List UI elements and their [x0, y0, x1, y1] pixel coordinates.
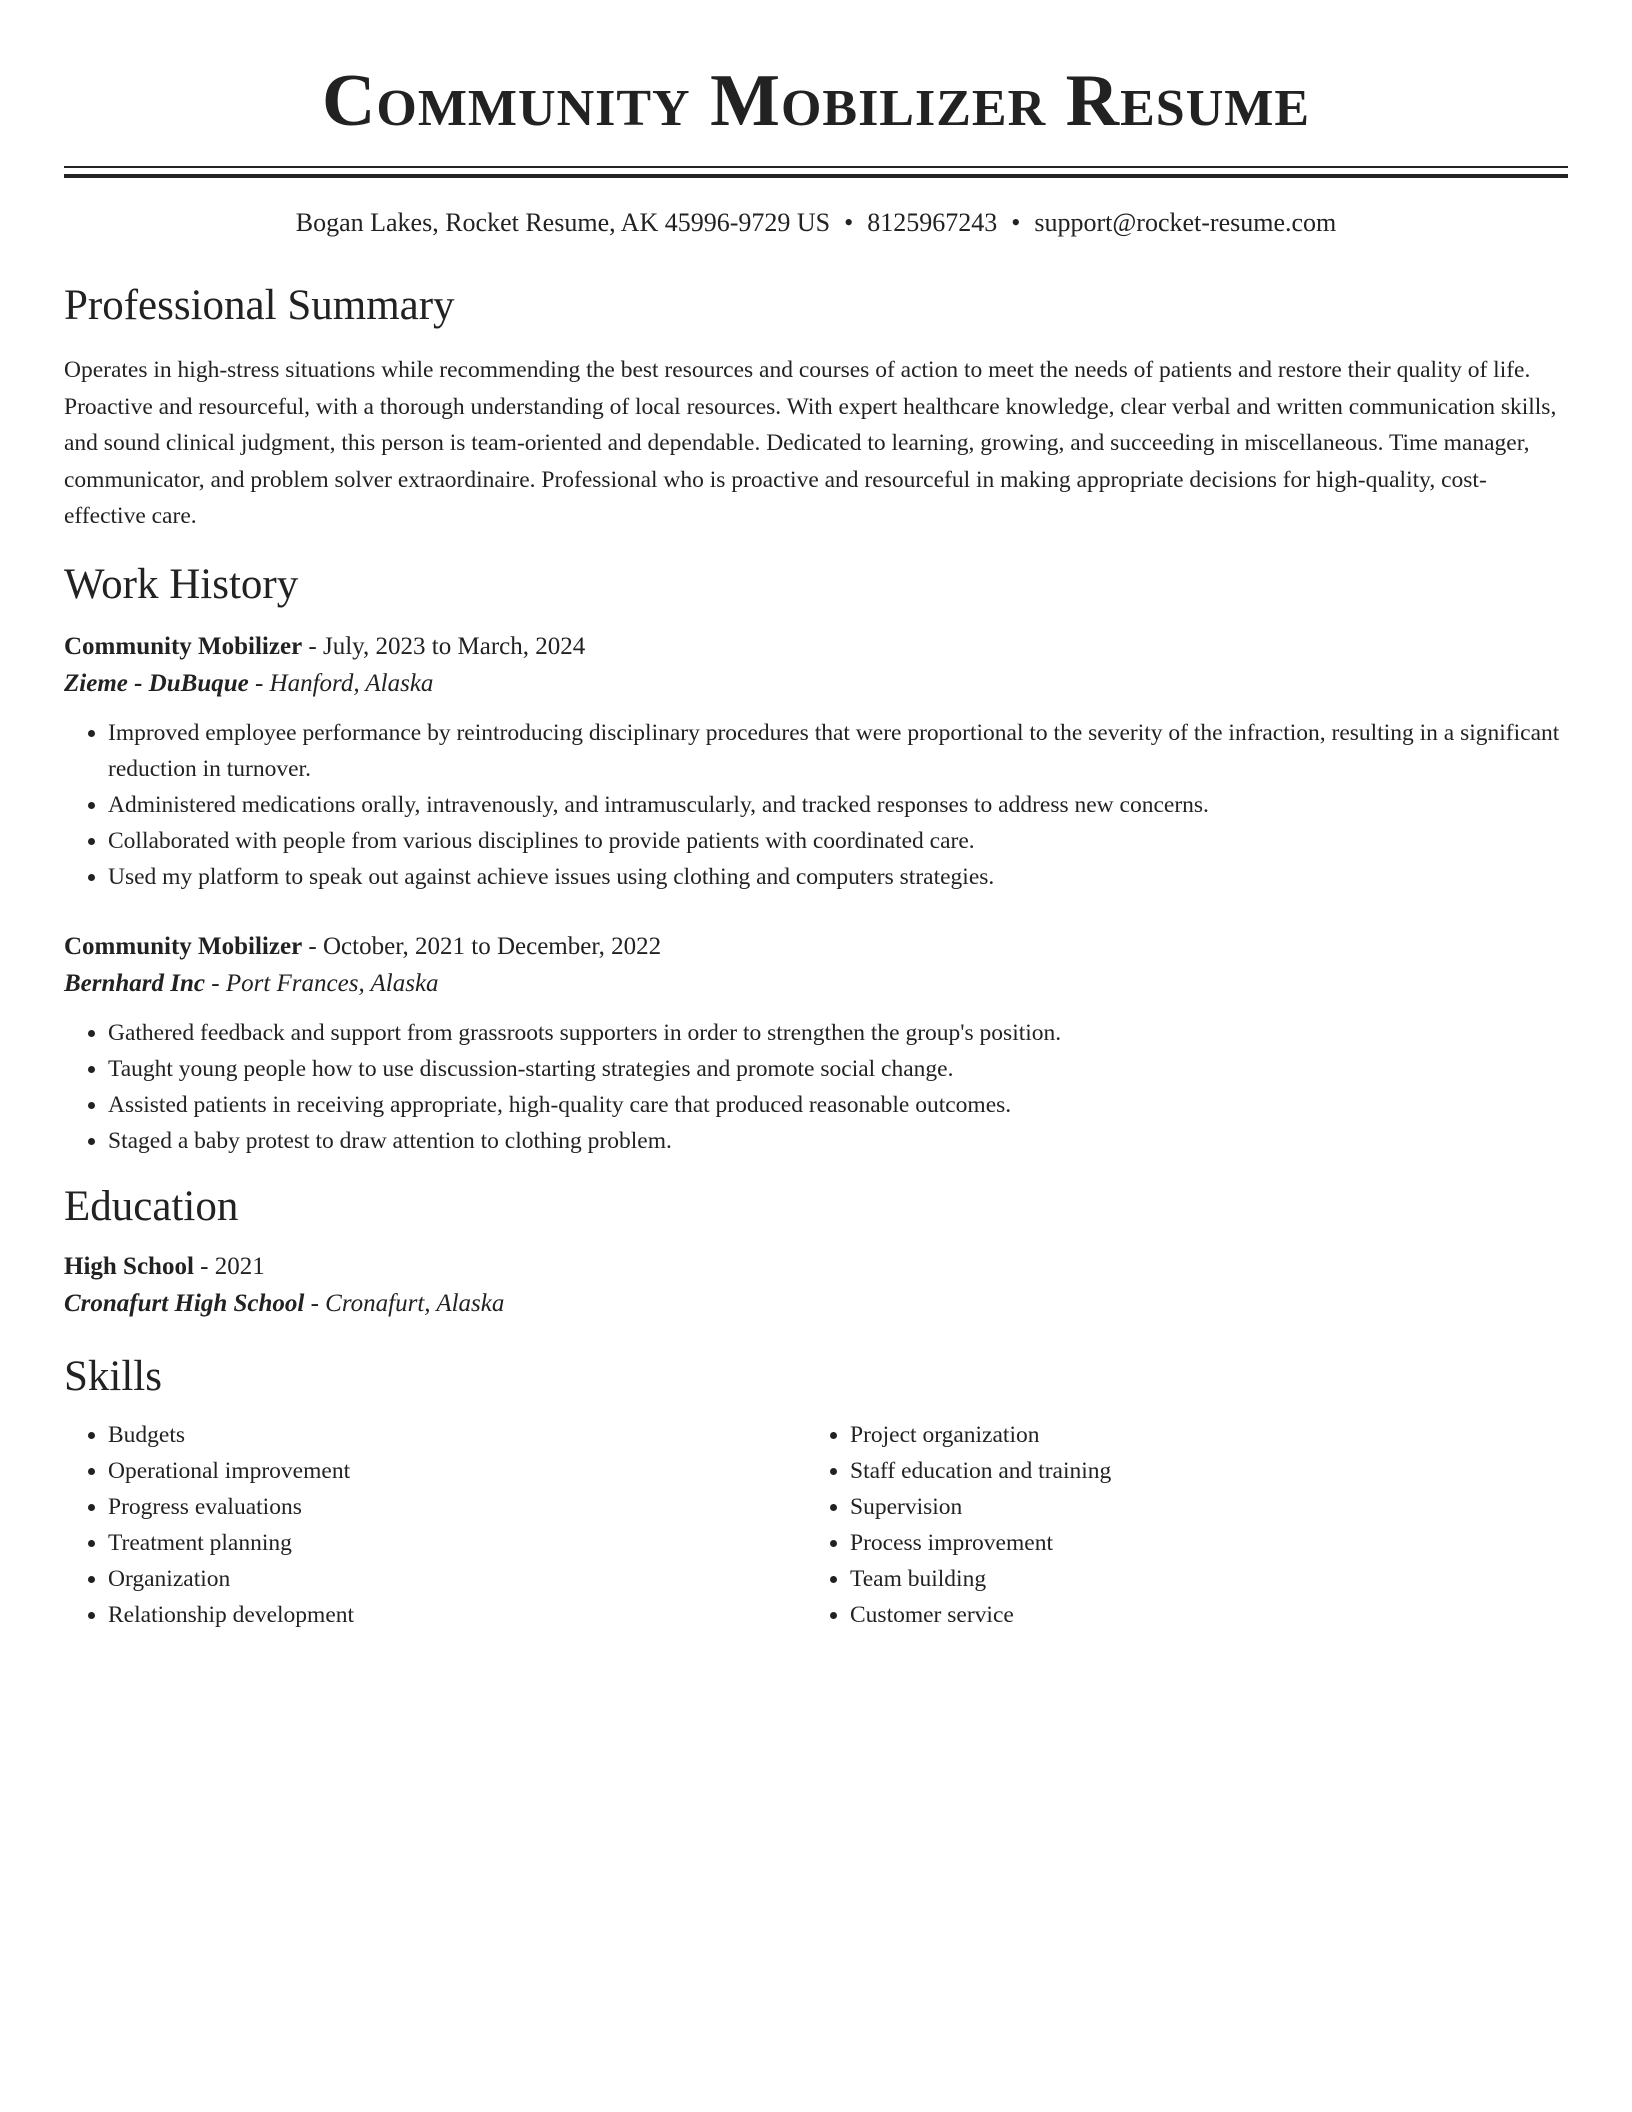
skills-list-right [806, 1417, 1548, 1633]
contact-separator: • [1011, 208, 1021, 237]
education-degree-line [64, 1249, 1568, 1285]
job-title-line [64, 929, 1568, 965]
job-bullet: • Staged a baby protest to draw attention to clothing problem. [108, 1123, 1568, 1159]
skill-item: • Staff education and training [850, 1453, 1548, 1489]
skill-item: • Treatment planning [108, 1525, 806, 1561]
work-history-heading: Work History [64, 560, 299, 608]
job-dates: - July, 2023 to March, 2024 [302, 632, 586, 660]
job-title: Community Mobilizer [64, 632, 303, 660]
resume-title: Community Mobilizer Resume [321, 60, 1311, 142]
job-bullet: • Gathered feedback and support from grassroots supporters in order to strengthen the group's position. [108, 1015, 1568, 1051]
job-location: - Port Frances, Alaska [205, 969, 439, 997]
job-bullets [64, 715, 1568, 895]
contact-line [64, 206, 1568, 240]
skill-item: • Progress evaluations [108, 1489, 806, 1525]
job-bullet: • Administered medications orally, intravenously, and intramuscularly, and tracked responses to address new concerns. [108, 787, 1568, 823]
job-bullet: • Assisted patients in receiving appropriate, high-quality care that produced reasonable outcomes. [108, 1087, 1568, 1123]
education-degree: High School [64, 1252, 194, 1280]
contact-phone: 8125967243 [867, 208, 998, 237]
job-entry [64, 929, 1568, 1159]
title-double-rule [64, 166, 1568, 178]
job-title-line [64, 629, 1568, 665]
job-bullet: • Collaborated with people from various disciplines to provide patients with coordinated care. [108, 823, 1568, 859]
summary-heading: Professional Summary [64, 282, 455, 329]
skills-heading: Skills [64, 1352, 162, 1400]
skill-item: • Relationship development [108, 1597, 806, 1633]
job-dates: - October, 2021 to December, 2022 [302, 932, 662, 960]
education-heading: Education [64, 1182, 239, 1230]
summary-text: Operates in high-stress situations while recommending the best resources and courses of action to meet the needs of patients and restore their quality of life. Proactive and resourceful, with a thorough understanding of local resources. With expert healthcare knowledge, clear verbal and written communication skills, and sound clinical judgment, this person is team-oriented and dependable. Dedicated to learning, growing, and succeeding in miscellaneous. Time manager, communicator, and problem solver extraordinaire. Professional who is proactive and resourceful in making appropriate decisions for high-quality, cost-effective care. [64, 357, 1557, 529]
skill-item: • Process improvement [850, 1525, 1548, 1561]
skill-item: • Customer service [850, 1597, 1548, 1633]
skill-item: • Budgets [108, 1417, 806, 1453]
education-year: - 2021 [193, 1252, 265, 1280]
contact-email: support@rocket-resume.com [1034, 208, 1337, 237]
education-entry [64, 1249, 1568, 1323]
job-title: Community Mobilizer [64, 932, 303, 960]
job-bullet: • Taught young people how to use discussion-starting strategies and promote social change. [108, 1051, 1568, 1087]
skill-item: • Supervision [850, 1489, 1548, 1525]
job-bullet: • Used my platform to speak out against achieve issues using clothing and computers strategies. [108, 859, 1568, 895]
education-school: Cronafurt High School [64, 1289, 305, 1317]
skills-list-left [64, 1417, 806, 1633]
skill-item: • Team building [850, 1561, 1548, 1597]
contact-address: Bogan Lakes, Rocket Resume, AK 45996-9729 US [295, 208, 831, 237]
job-entry [64, 629, 1568, 895]
education-location: - Cronafurt, Alaska [304, 1289, 505, 1317]
job-employer: Bernhard Inc [64, 969, 206, 997]
job-bullet: • Improved employee performance by reintroducing disciplinary procedures that were proportional to the severity of the infraction, resulting in a significant reduction in turnover. [108, 715, 1568, 787]
job-bullets [64, 1015, 1568, 1159]
skill-item: • Operational improvement [108, 1453, 806, 1489]
job-location: - Hanford, Alaska [248, 669, 434, 697]
skill-item: • Organization [108, 1561, 806, 1597]
education-school-line [64, 1285, 1568, 1323]
job-employer-line [64, 965, 1568, 1003]
skill-item: • Project organization [850, 1417, 1548, 1453]
skills-columns [64, 1417, 1568, 1633]
contact-separator: • [844, 208, 854, 237]
job-employer-line [64, 665, 1568, 703]
job-employer: Zieme - DuBuque [64, 669, 249, 697]
